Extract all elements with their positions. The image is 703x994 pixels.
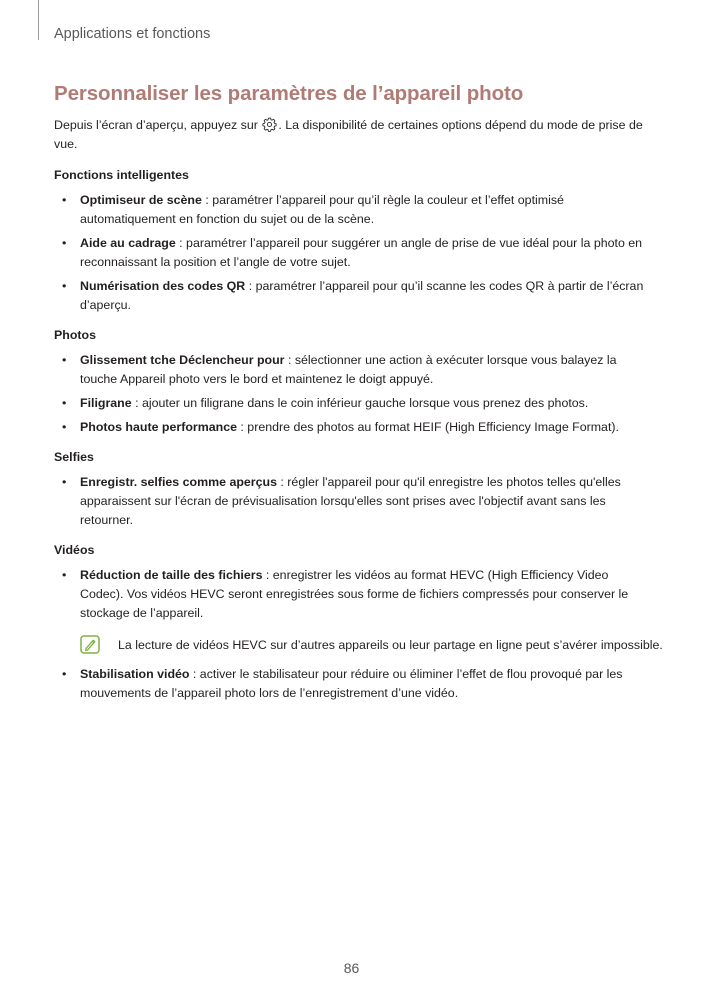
page-number: 86 <box>343 960 360 976</box>
option-description: : paramétrer l’appareil pour suggérer un angle de prise de vue idéal pour la photo en reconnaissant la position et l’angle de votre sujet. <box>80 236 643 269</box>
option-term: Réduction de taille des fichiers <box>80 568 263 582</box>
note-text: La lecture de vidéos HEVC sur d’autres appareils ou leur partage en ligne peut s’avérer impossible. <box>118 638 663 652</box>
bullet: • <box>62 396 67 410</box>
running-header: Applications et fonctions <box>54 26 211 42</box>
section-heading-smart: Fonctions intelligentes <box>54 168 189 182</box>
intro-text-start: Depuis l’écran d’aperçu, appuyez sur <box>54 118 262 132</box>
option-term: Enregistr. selfies comme aperçus <box>80 475 277 489</box>
intro-text-end: . La disponibilité de certaines options dépend du mode de prise de vue. <box>54 118 643 151</box>
list-item-save-selfies-as-previewed <box>54 473 654 530</box>
list-item-qr-scan <box>54 277 654 315</box>
list-smart-functions <box>54 191 654 315</box>
bullet: • <box>62 420 67 434</box>
option-description: : prendre des photos au format HEIF (High Efficiency Image Format). <box>236 420 619 434</box>
option-term: Optimiseur de scène <box>80 193 202 207</box>
list-item-reduce-file-size <box>54 566 654 623</box>
option-description: : ajouter un filigrane dans le coin inférieur gauche lorsque vous prenez des photos. <box>131 396 589 410</box>
option-term: Aide au cadrage <box>80 236 176 250</box>
list-selfies <box>54 473 654 530</box>
option-term: Filigrane <box>80 396 132 410</box>
list-item-high-efficiency-pictures <box>54 418 654 437</box>
option-term: Photos haute performance <box>80 420 237 434</box>
list-videos <box>54 566 654 623</box>
bullet: • <box>62 568 67 582</box>
option-term: Stabilisation vidéo <box>80 667 190 681</box>
option-description: : enregistrer les vidéos au format HEVC (High Efficiency Video Codec). Vos vidéos HEVC seront enregistrées sous forme de fichiers compressés pour conserver le stockage de l’appareil. <box>80 568 629 620</box>
bullet: • <box>62 279 67 293</box>
page-title: Personnaliser les paramètres de l’appareil photo <box>54 82 524 105</box>
option-description: : activer le stabilisateur pour réduire ou éliminer l’effet de flou provoqué par les mouvements de l’appareil photo lors de l’enregistrement d’une vidéo. <box>80 667 623 700</box>
note-hevc <box>54 636 663 655</box>
gear-icon <box>262 117 277 132</box>
list-item-shot-suggestions <box>54 234 654 272</box>
bullet: • <box>62 353 67 367</box>
bullet: • <box>62 475 67 489</box>
list-item-video-stabilization <box>54 665 654 703</box>
header-divider <box>38 0 39 40</box>
bullet: • <box>62 667 67 681</box>
list-item-swipe-shutter <box>54 351 654 389</box>
note-pencil-icon <box>80 635 100 654</box>
option-description: : sélectionner une action à exécuter lorsque vous balayez la touche Appareil photo vers le bord et maintenez le doigt appuyé. <box>80 353 617 386</box>
page-content <box>54 82 663 716</box>
list-photos <box>54 351 654 437</box>
section-heading-selfies: Selfies <box>54 450 94 464</box>
option-description: : régler l'appareil pour qu'il enregistre les photos telles qu'elles apparaissent sur l'écran de prévisualisation lorsqu'elles sont prises avec l'objectif avant sans les retourner. <box>80 475 621 527</box>
bullet: • <box>62 236 67 250</box>
option-term: Numérisation des codes QR <box>80 279 246 293</box>
list-item-scene-optimizer <box>54 191 654 229</box>
option-description: : paramétrer l’appareil pour qu’il règle la couleur et l’effet optimisé automatiquement en fonction du sujet ou de la scène. <box>80 193 564 226</box>
option-description: : paramétrer l’appareil pour qu’il scanne les codes QR à partir de l’écran d’aperçu. <box>80 279 644 312</box>
list-videos-continued <box>54 665 654 703</box>
list-item-watermark <box>54 394 654 413</box>
intro-paragraph <box>54 116 654 154</box>
section-heading-videos: Vidéos <box>54 543 95 557</box>
bullet: • <box>62 193 67 207</box>
section-heading-photos: Photos <box>54 328 96 342</box>
option-term: Glissement tche Déclencheur pour <box>80 353 285 367</box>
